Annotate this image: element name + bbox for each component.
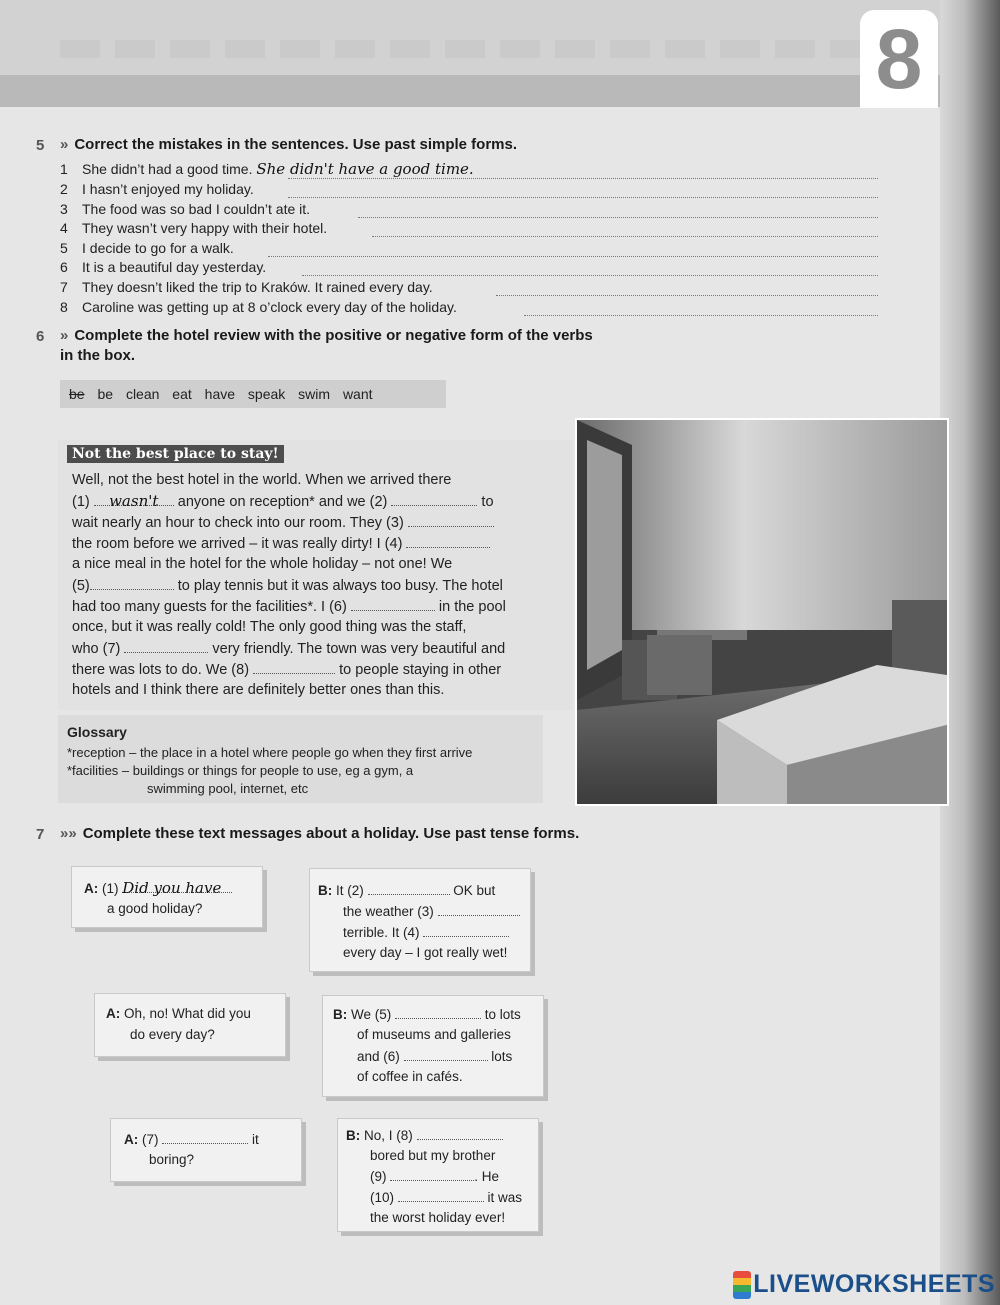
review-title: Not the best place to stay! (67, 445, 284, 463)
word-clean: clean (125, 386, 160, 402)
ex5-answer-2[interactable] (288, 197, 878, 198)
blank-msg-6[interactable] (404, 1046, 488, 1061)
ex7-number: 7 (36, 826, 45, 843)
ex6-title-line1: » Complete the hotel review with the positive or negative form of the verbs (60, 327, 593, 344)
glossary-item: *facilities – buildings or things for people to use, eg a gym, a (67, 763, 414, 778)
blank-msg-3[interactable] (438, 901, 520, 916)
review-line: the room before we arrived – it was really dirty! I (4) (72, 533, 490, 554)
glossary-title: Glossary (67, 724, 127, 740)
message-a-1-line: A: (1) Did you have (84, 878, 232, 900)
ex5-number: 5 (36, 137, 45, 154)
message-a-3-line: A: (7) it (124, 1129, 259, 1151)
message-a-2-line: do every day? (130, 1027, 215, 1042)
message-b-2-line: of museums and galleries (357, 1027, 511, 1042)
ex5-answer-7[interactable] (496, 295, 878, 296)
review-line: a nice meal in the hotel for the whole holiday – not one! We (72, 556, 453, 572)
blank-7[interactable] (124, 638, 208, 653)
message-b-1-line: every day – I got really wet! (343, 945, 508, 960)
word-have: have (204, 386, 236, 402)
ex5-answer-6[interactable] (302, 275, 878, 276)
blank-msg-2[interactable] (368, 880, 450, 895)
glossary-item: *reception – the place in a hotel where people go when they first arrive (67, 745, 473, 760)
review-line: (5) to play tennis but it was always too busy. The hotel (72, 575, 503, 596)
blank-msg-10[interactable] (398, 1187, 484, 1202)
blank-msg-7[interactable] (162, 1129, 248, 1144)
message-b-3-line: B: No, I (8) (346, 1125, 503, 1147)
page-edge (940, 0, 1000, 1305)
word-be: be (97, 386, 114, 402)
ex5-item-6: 6 It is a beautiful day yesterday. (60, 259, 267, 275)
header-bar (0, 75, 945, 107)
ex5-item-7: 7 They doesn’t liked the trip to Kraków. It rained every day. (60, 279, 433, 295)
ex5-title: » Correct the mistakes in the sentences. Use past simple forms. (60, 136, 518, 153)
review-line: there was lots to do. We (8) to people staying in other (72, 659, 501, 680)
ex5-item-2: 2 I hasn’t enjoyed my holiday. (60, 181, 254, 197)
message-b-1-line: B: It (2) OK but (318, 880, 495, 902)
glossary-item: swimming pool, internet, etc (147, 781, 309, 796)
message-b-3-line: (10) it was (370, 1187, 522, 1209)
liveworksheets-icon (733, 1271, 751, 1299)
review-line: once, but it was really cold! The only good thing was the staff, (72, 619, 467, 635)
page-top-band (0, 0, 945, 75)
unit-number: 8 (860, 10, 938, 108)
review-line: who (7) very friendly. The town was very beautiful and (72, 638, 505, 659)
ex5-item-1: 1 She didn’t had a good time. She didn't have a good time. (60, 160, 474, 178)
message-b-1-line: terrible. It (4) (343, 922, 509, 944)
word-speak: speak (247, 386, 286, 402)
ex5-item-3: 3 The food was so bad I couldn’t ate it. (60, 201, 311, 217)
blank-msg-9[interactable] (390, 1166, 474, 1181)
ex6-number: 6 (36, 328, 45, 345)
ex5-answer-4[interactable] (372, 236, 878, 237)
ex5-item-5: 5 I decide to go for a walk. (60, 240, 234, 256)
message-a-3-line: boring? (149, 1152, 195, 1167)
word-want: want (342, 386, 373, 402)
message-b-2-line: of coffee in cafés. (357, 1069, 463, 1084)
liveworksheets-logo: LIVEWORKSHEETS (733, 1270, 995, 1299)
blank-5[interactable] (90, 575, 174, 590)
blank-msg-4[interactable] (423, 922, 509, 937)
blank-4[interactable] (406, 533, 490, 548)
blank-msg-1[interactable]: Did you have (122, 878, 232, 893)
ex5-answer-3[interactable] (358, 217, 878, 218)
ex5-item-8: 8 Caroline was getting up at 8 o’clock every day of the holiday. (60, 299, 457, 315)
blank-8[interactable] (253, 659, 335, 674)
ex7-title: »» Complete these text messages about a holiday. Use past tense forms. (60, 825, 580, 842)
blank-1[interactable]: wasn't (94, 491, 174, 506)
blank-6[interactable] (351, 596, 435, 611)
blank-msg-8[interactable] (417, 1125, 503, 1140)
blank-3[interactable] (408, 512, 494, 527)
blank-msg-5[interactable] (395, 1004, 481, 1019)
word-be-used: be (69, 386, 85, 402)
message-b-3-line: (9) . He (370, 1166, 499, 1188)
review-line: hotels and I think there are definitely better ones than this. (72, 682, 445, 698)
answer-line (288, 178, 878, 179)
review-line: (1) wasn't anyone on reception* and we (2) to (72, 492, 494, 510)
review-line: wait nearly an hour to check into our room. They (3) (72, 512, 494, 533)
ex5-answer-5[interactable] (268, 256, 878, 257)
message-b-2-line: B: We (5) to lots (333, 1004, 521, 1026)
message-b-1-line: the weather (3) (343, 901, 520, 923)
message-b-2-line: and (6) lots (357, 1046, 512, 1068)
review-line: Well, not the best hotel in the world. When we arrived there (72, 472, 452, 488)
word-eat: eat (172, 386, 192, 402)
blank-2[interactable] (391, 491, 477, 506)
review-line: had too many guests for the facilities*. I (6) in the pool (72, 596, 506, 617)
ex5-answer-1[interactable]: She didn't have a good time. (256, 160, 474, 178)
message-a-2-line: A: Oh, no! What did you (106, 1006, 251, 1021)
ex5-item-4: 4 They wasn’t very happy with their hotel. (60, 220, 328, 236)
word-swim: swim (298, 386, 331, 402)
message-a-1-line: a good holiday? (107, 901, 203, 916)
ex6-title-line2: in the box. (60, 347, 135, 364)
ex5-answer-8[interactable] (524, 315, 878, 316)
hotel-room-photo (575, 418, 949, 806)
message-b-3-line: bored but my brother (370, 1148, 496, 1163)
word-box (60, 380, 446, 408)
message-b-3-line: the worst holiday ever! (370, 1210, 506, 1225)
